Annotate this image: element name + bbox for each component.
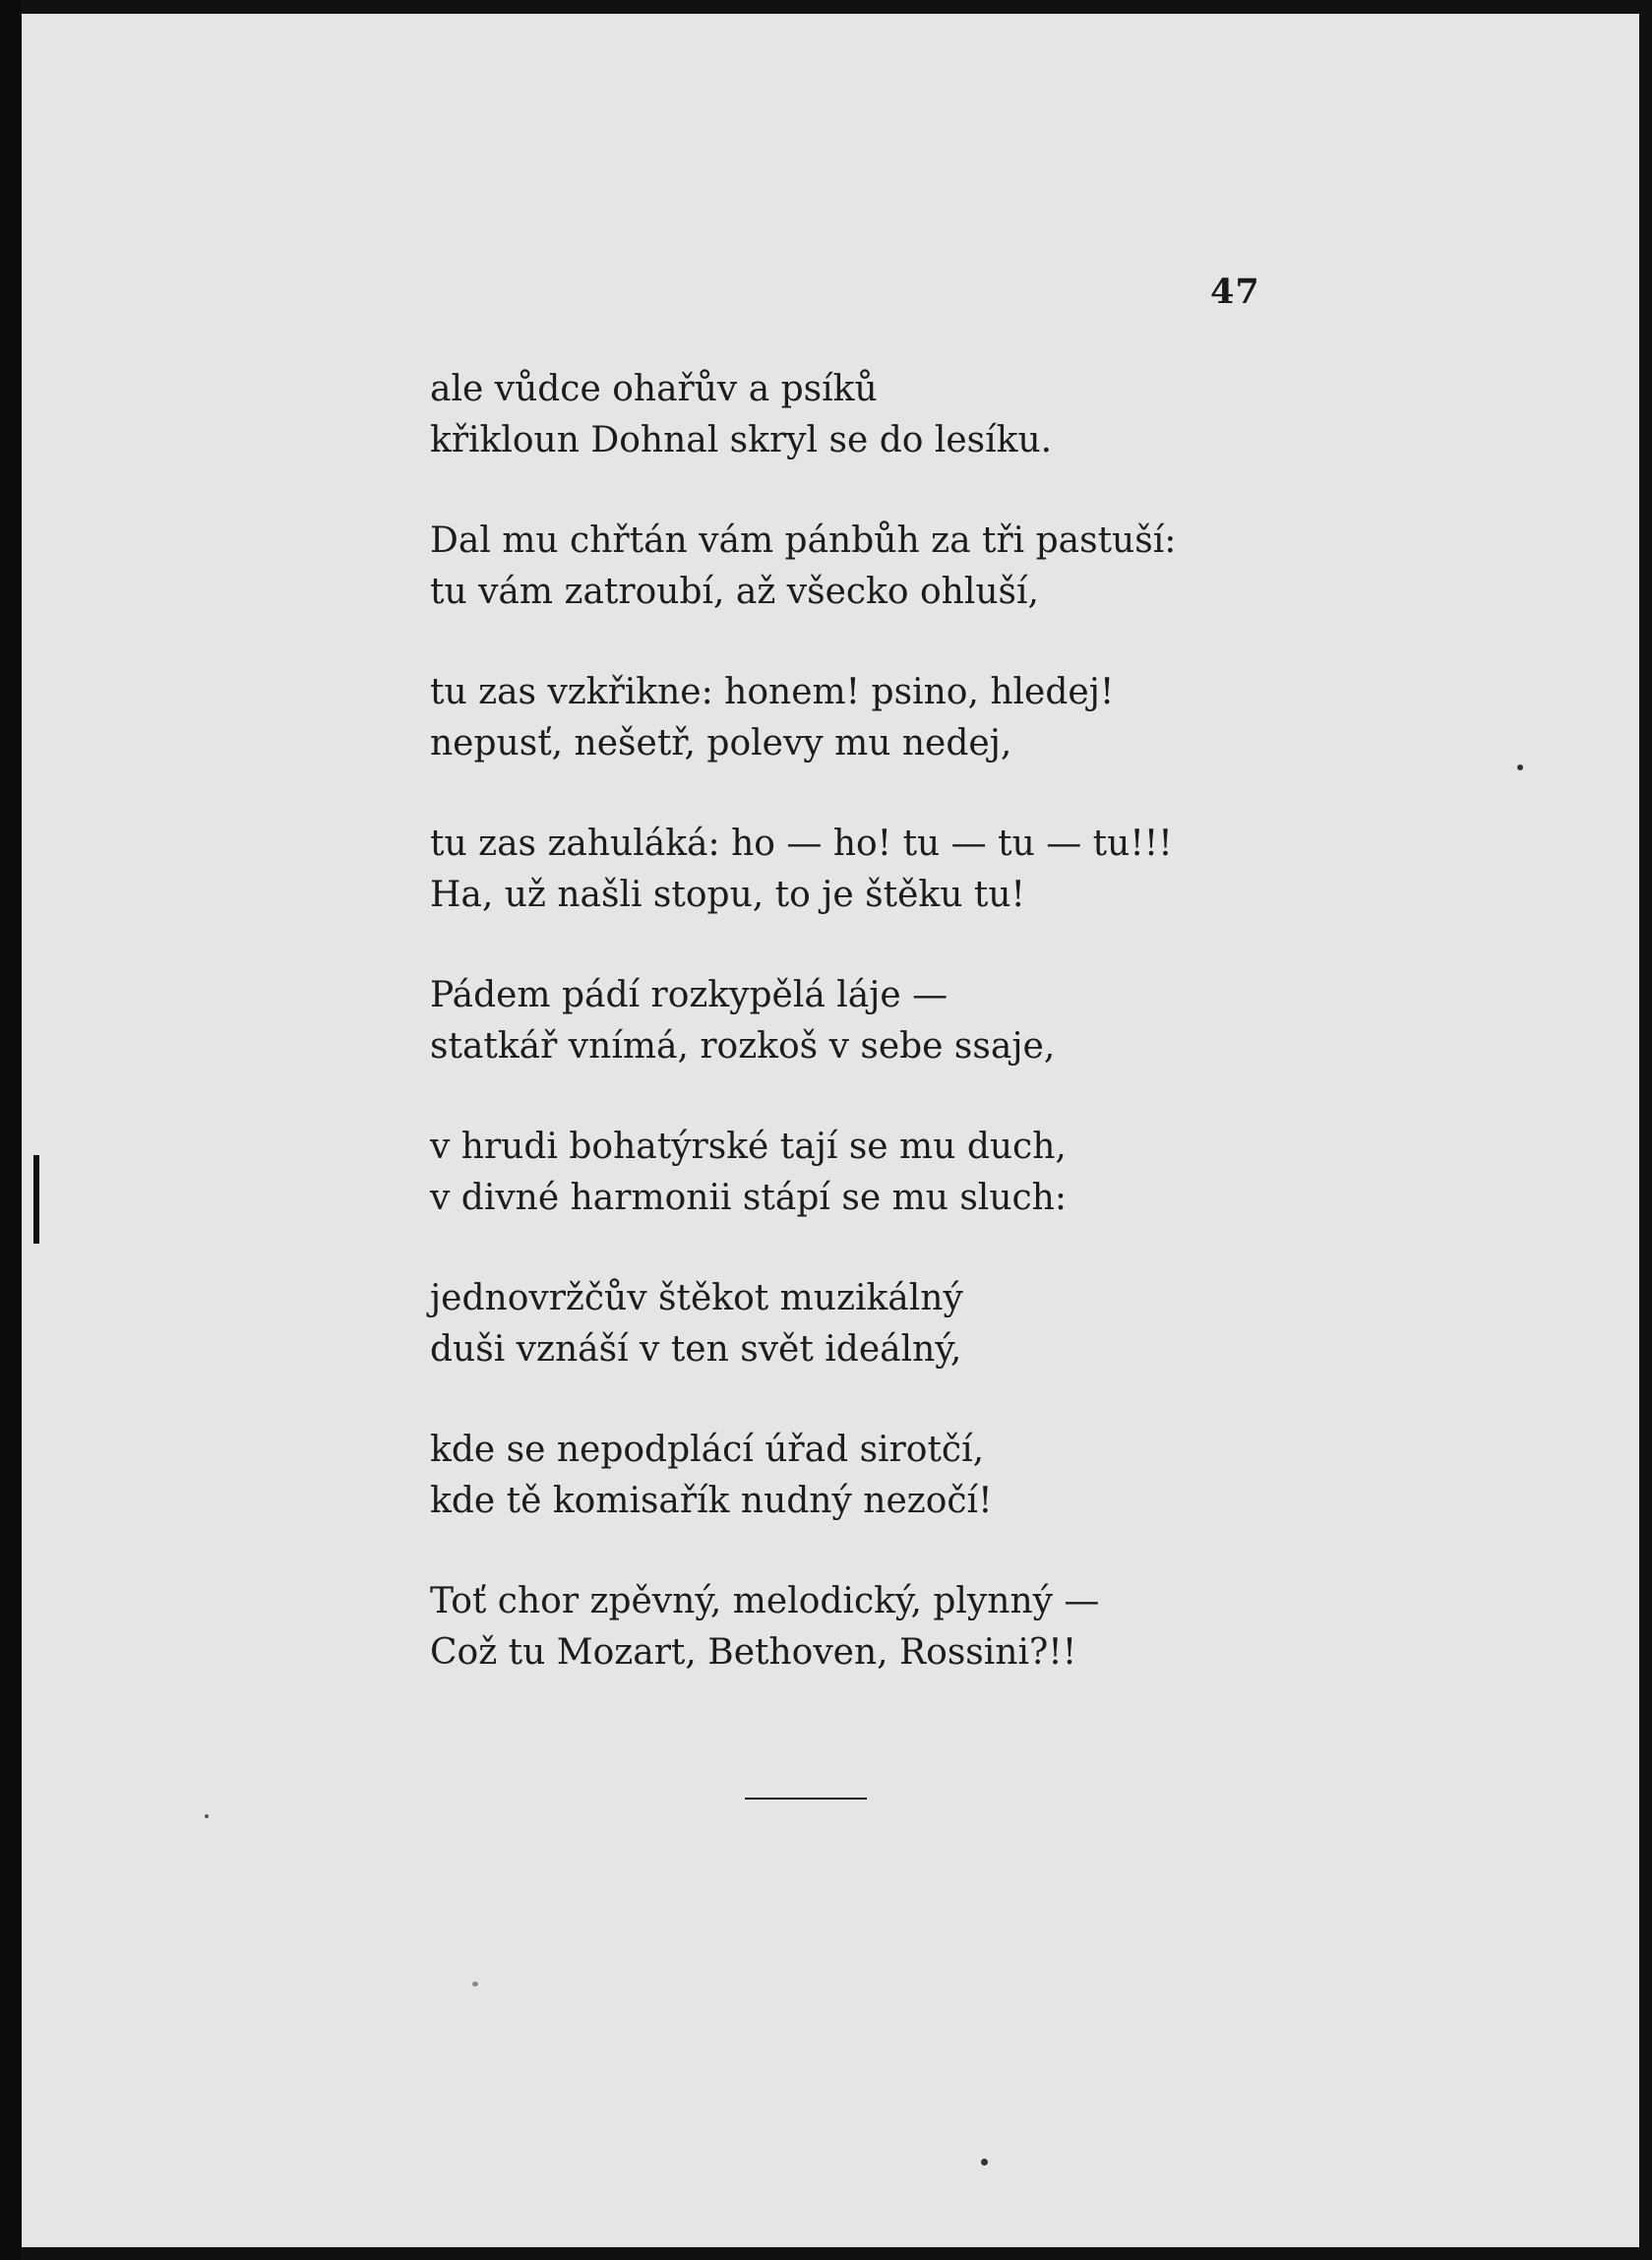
stanza — [430, 1273, 1176, 1375]
scan-left-edge — [0, 0, 22, 2260]
poem-line: tu vám zatroubí, až všecko ohluší, — [430, 572, 1039, 612]
page-binding-notch — [33, 1155, 59, 1244]
poem-line: statkář vnímá, rozkoš v sebe ssaje, — [430, 1026, 1056, 1067]
poem-line: Pádem pádí rozkypělá láje — — [430, 975, 948, 1015]
poem-line: Ha, už našli stopu, to je štěku tu! — [430, 875, 1025, 915]
ink-speck — [1517, 764, 1523, 770]
poem-text — [430, 364, 1176, 1728]
poem-line: kde tě komisařík nudný nezočí! — [430, 1481, 993, 1521]
poem-line: kde se nepodplácí úřad sirotčí, — [430, 1430, 985, 1470]
poem-line: v divné harmonii stápí se mu sluch: — [430, 1178, 1067, 1218]
ink-speck — [472, 1982, 478, 1986]
ink-speck — [205, 1814, 209, 1818]
stanza — [430, 667, 1176, 769]
poem-line: křikloun Dohnal skryl se do lesíku. — [430, 420, 1053, 460]
stanza — [430, 970, 1176, 1072]
poem-line: v hrudi bohatýrské tají se mu duch, — [430, 1127, 1067, 1167]
stanza — [430, 364, 1176, 466]
poem-line: ale vůdce ohařův a psíků — [430, 369, 878, 409]
ink-speck — [981, 2159, 988, 2166]
poem-line: tu zas vzkřikne: honem! psino, hledej! — [430, 672, 1115, 712]
page-number: 47 — [1210, 272, 1260, 312]
stanza — [430, 1425, 1176, 1527]
poem-line: Toť chor zpěvný, melodický, plynný — — [430, 1581, 1100, 1621]
poem-line: Dal mu chřtán vám pánbůh za tři pastuší: — [430, 520, 1177, 561]
poem-line: jednovržčův štěkot muzikálný — [430, 1278, 963, 1318]
stanza — [430, 516, 1176, 618]
stanza — [430, 819, 1176, 921]
stanza — [430, 1122, 1176, 1224]
poem-line: tu zas zahuláká: ho — ho! tu — tu — tu!!! — [430, 824, 1173, 864]
stanza — [430, 1576, 1176, 1679]
end-rule — [745, 1798, 867, 1800]
poem-line: duši vznáší v ten svět ideálný, — [430, 1329, 962, 1370]
poem-line: Což tu Mozart, Bethoven, Rossini?!! — [430, 1632, 1077, 1673]
poem-line: nepusť, nešetř, polevy mu nedej, — [430, 723, 1012, 764]
